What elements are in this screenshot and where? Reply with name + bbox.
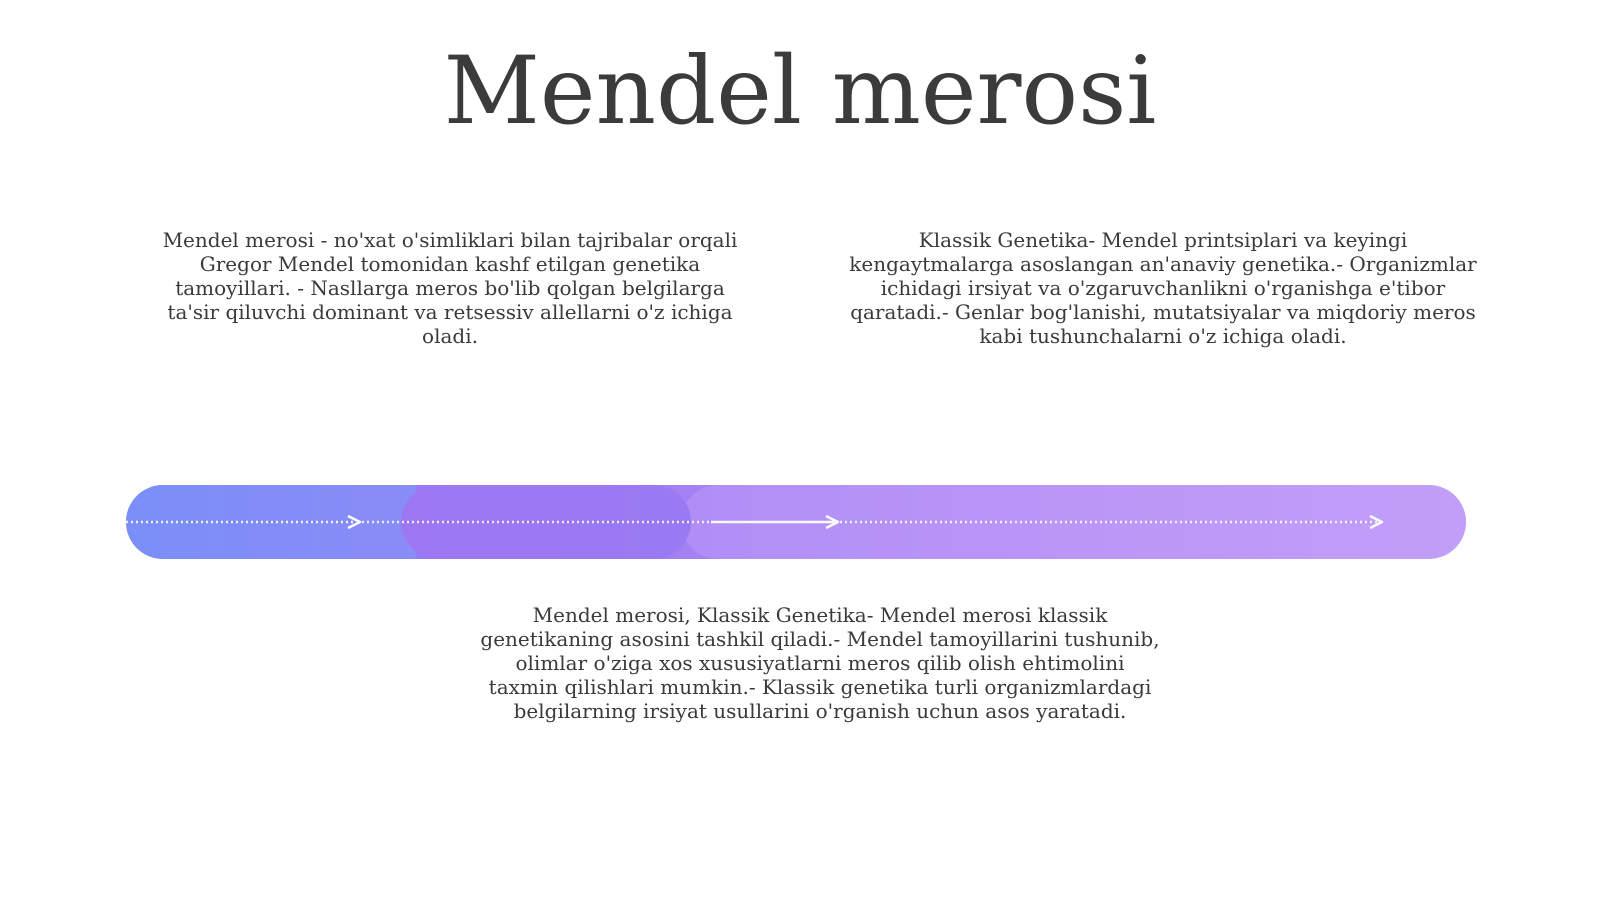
arrow-right-icon (348, 516, 360, 528)
bottom-text-block: Mendel merosi, Klassik Genetika- Mendel merosi klassik genetikaning asosini tashkil qiladi.- Mendel tamoyillarini tushunib, olimlar o'ziga xos xususiyatlarni meros qilib olish ehtimolini taxmin qilishlari mumkin.- Klassik genetika turli organizmlardagi belgilarning irsiyat usullarini o'rganish uchun asos yaratadi. (480, 603, 1160, 723)
left-text-block: Mendel merosi - no'xat o'simliklari bilan tajribalar orqali Gregor Mendel tomonidan kashf etilgan genetika tamoyillari. - Nasllarga meros bo'lib qolgan belgilarga ta'sir qiluvchi dominant va retsessiv allellarni o'z ichiga oladi. (162, 228, 738, 348)
slide-title: Mendel merosi (443, 37, 1157, 146)
right-text-block: Klassik Genetika- Mendel printsiplari va keyingi kengaytmalarga asoslangan an'anaviy genetika.- Organizmlar ichidagi irsiyat va o'zgaruvchanlikni o'rganishga e'tibor qaratadi.- Genlar bog'lanishi, mutatsiyalar va miqdoriy meros kabi tushunchalarni o'z ichiga oladi. (849, 228, 1477, 348)
timeline-arrows (126, 485, 1466, 559)
timeline-bar (126, 485, 1466, 559)
